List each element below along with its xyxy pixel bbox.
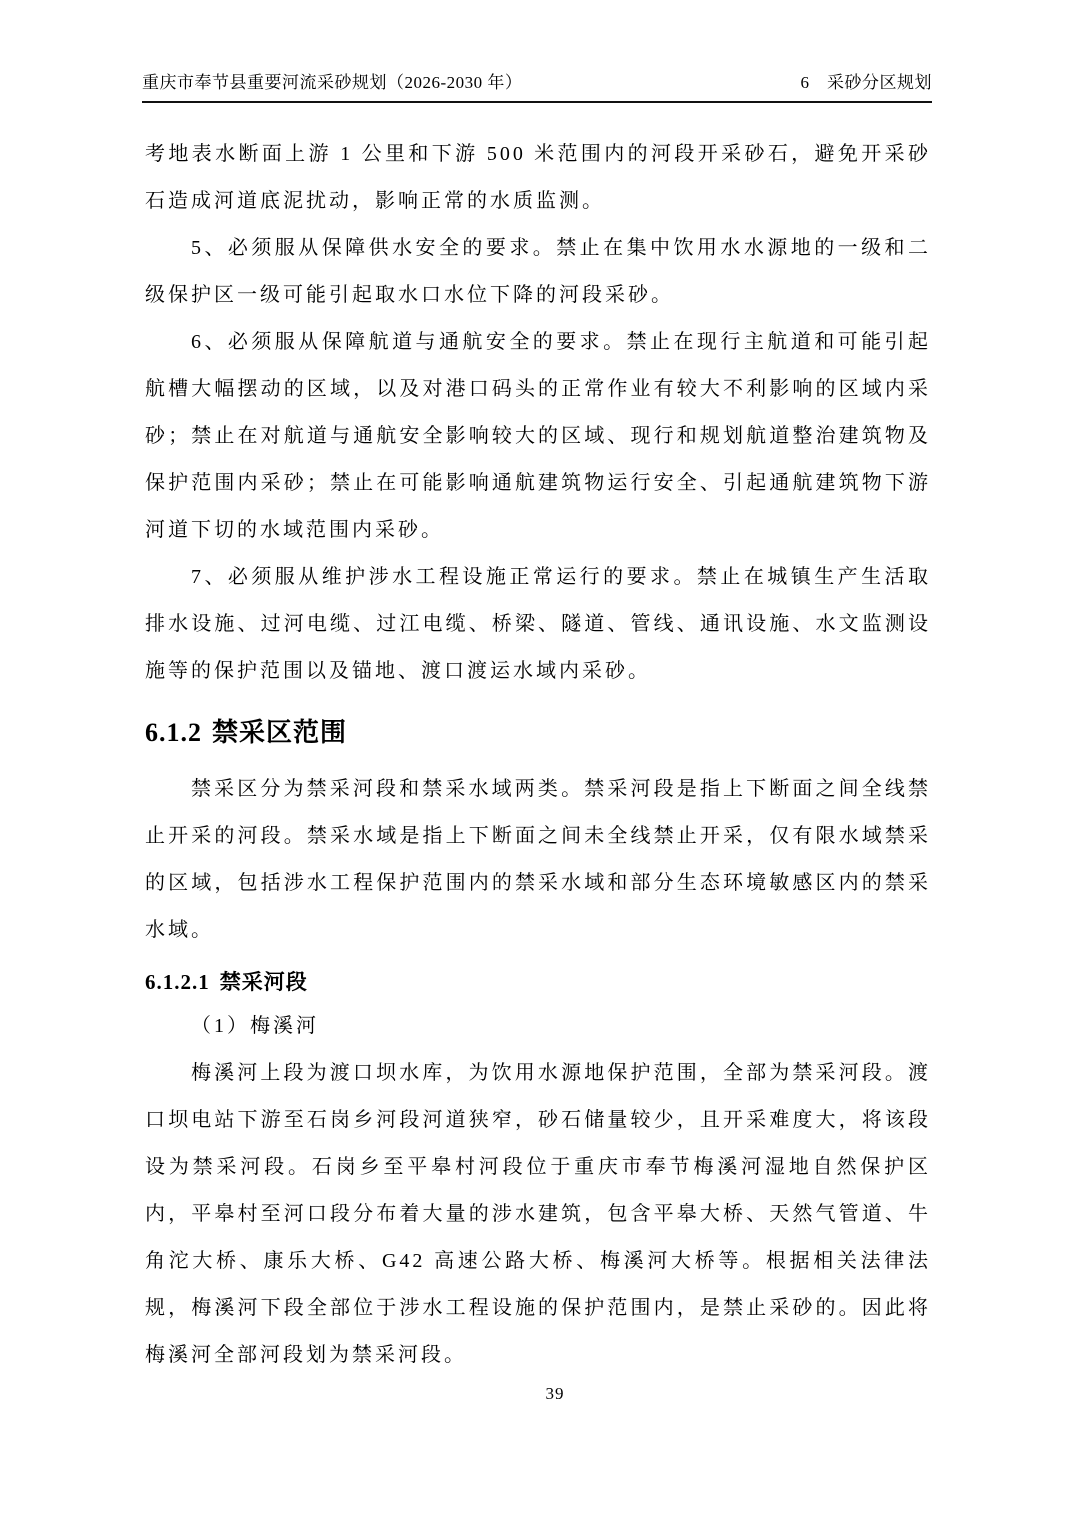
heading-6-1-2-text: 禁采区范围: [212, 717, 348, 747]
header-document-title: 重庆市奉节县重要河流采砂规划（2026-2030 年）: [142, 73, 523, 92]
page-header: [142, 73, 932, 103]
list-item-1-meixi-river-title: （1）梅溪河: [191, 1015, 319, 1037]
paragraph-continuation-water-quality: 考地表水断面上游 1 公里和下游 500 米范围内的河段开采砂石，避免开采砂石造成河道底泥扰动，影响正常的水质监测。: [145, 143, 931, 212]
heading-6-1-2: [145, 711, 931, 754]
paragraph-rule-7-facilities: 7、必须服从维护涉水工程设施正常运行的要求。禁止在城镇生产生活取排水设施、过河电缆、过江电缆、桥梁、隧道、管线、通讯设施、水文监测设施等的保护范围以及锚地、渡口渡运水域内采砂。: [145, 566, 931, 682]
paragraph-banned-zone-definition: 禁采区分为禁采河段和禁采水域两类。禁采河段是指上下断面之间全线禁止开采的河段。禁采水域是指上下断面之间未全线禁止开采，仅有限水域禁采的区域，包括涉水工程保护范围内的禁采水域和部分生态环境敏感区内的禁采水域。: [145, 778, 931, 941]
paragraph-meixi-river-detail: 梅溪河上段为渡口坝水库，为饮用水源地保护范围，全部为禁采河段。渡口坝电站下游至石岗乡河段河道狭窄，砂石储量较少，且开采难度大，将该段设为禁采河段。石岗乡至平皋村河段位于重庆市奉节梅溪河湿地自然保护区内，平皋村至河口段分布着大量的涉水建筑，包含平皋大桥、天然气管道、牛角沱大桥、康乐大桥、G42 高速公路大桥、梅溪河大桥等。根据相关法律法规，梅溪河下段全部位于涉水工程设施的保护范围内，是禁止采砂的。因此将梅溪河全部河段划为禁采河段。: [145, 1062, 931, 1366]
page-footer: [0, 1383, 1074, 1405]
heading-6-1-2-number: 6.1.2: [145, 718, 202, 747]
heading-6-1-2-1-number: 6.1.2.1: [145, 970, 210, 994]
paragraph-rule-5-water-supply: 5、必须服从保障供水安全的要求。禁止在集中饮用水水源地的一级和二级保护区一级可能引起取水口水位下降的河段采砂。: [145, 237, 931, 306]
heading-6-1-2-1-text: 禁采河段: [219, 971, 308, 994]
heading-6-1-2-1: [145, 964, 931, 1001]
page-number: 39: [545, 1384, 565, 1403]
paragraph-rule-6-navigation: 6、必须服从保障航道与通航安全的要求。禁止在现行主航道和可能引起航槽大幅摆动的区域，以及对港口码头的正常作业有较大不利影响的区域内采砂；禁止在对航道与通航安全影响较大的区域、现行和规划航道整治建筑物及保护范围内采砂；禁止在可能影响通航建筑物运行安全、引起通航建筑物下游河道下切的水域范围内采砂。: [145, 331, 931, 541]
document-body: [145, 131, 931, 1379]
header-chapter-title: 6 采砂分区规划: [800, 73, 932, 92]
